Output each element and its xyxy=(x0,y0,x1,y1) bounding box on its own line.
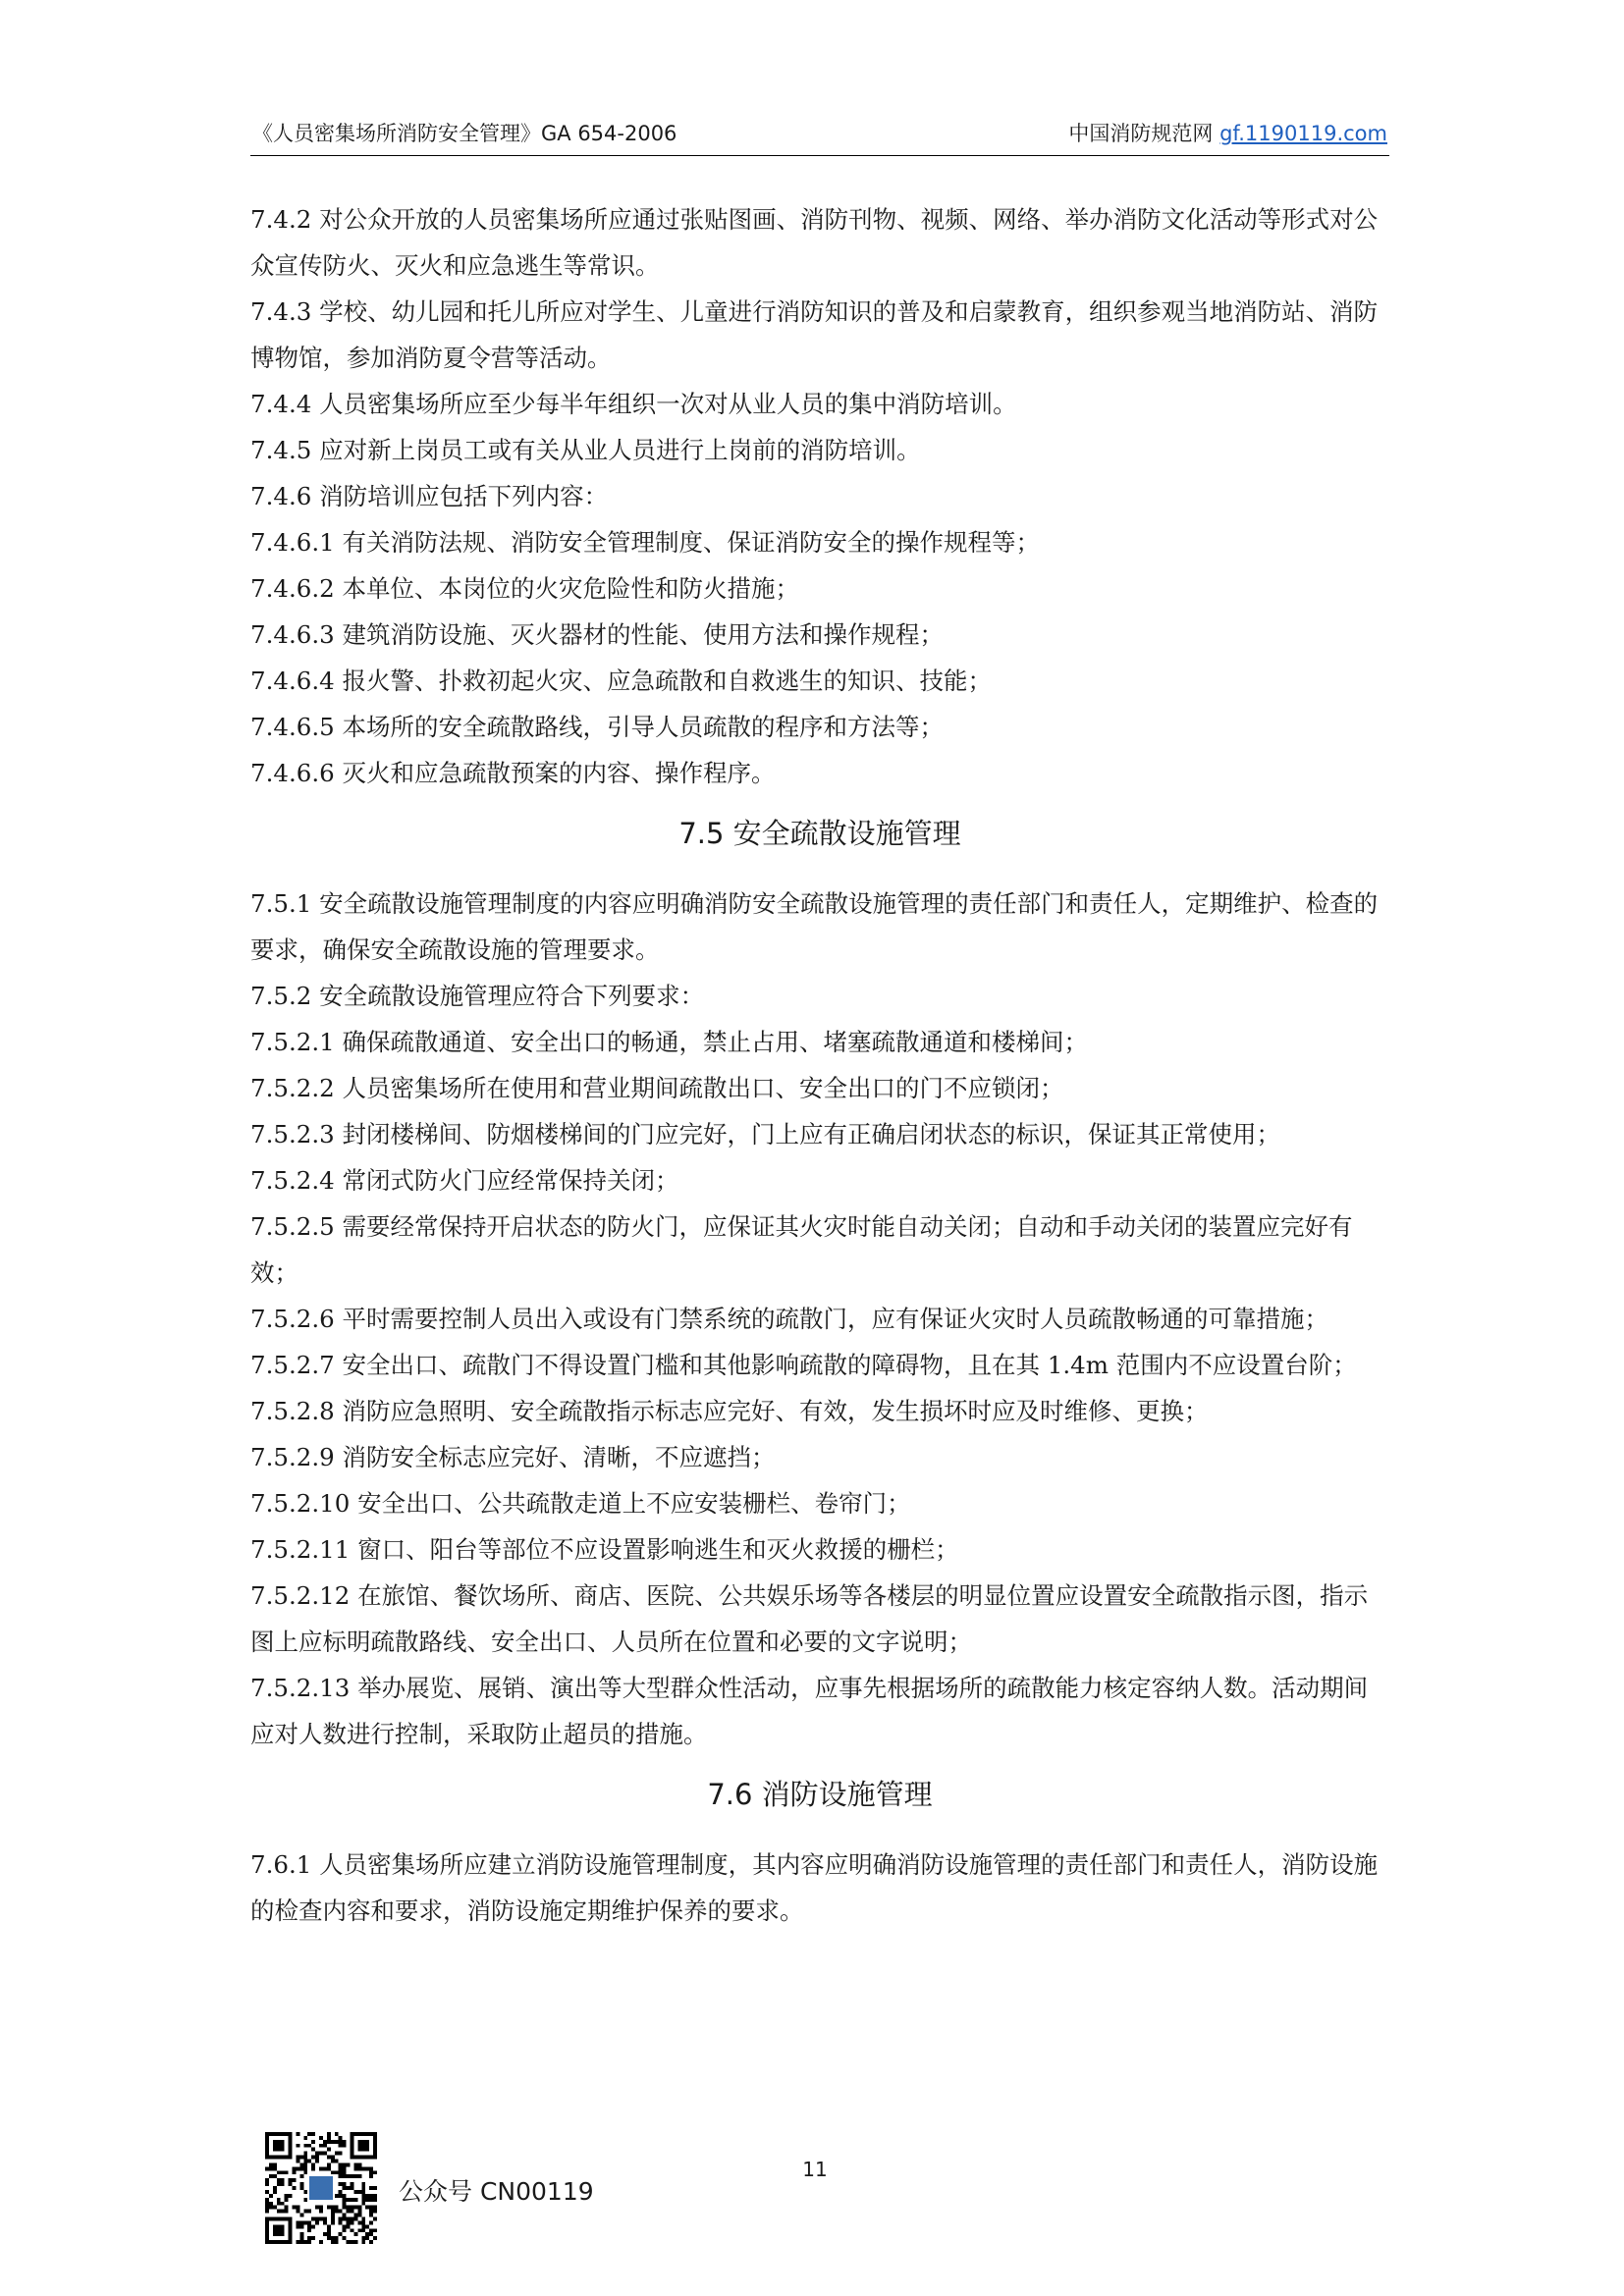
clause-paragraph: 7.4.6.4 报火警、扑救初起火灾、应急疏散和自救逃生的知识、技能； xyxy=(250,667,992,695)
clause-paragraph: 7.5.2.5 需要经常保持开启状态的防火门，应保证其火灾时能自动关闭；自动和手动关闭的装置应完好有效； xyxy=(250,1212,1353,1287)
page-footer xyxy=(0,2110,1624,2258)
clause-paragraph: 7.5.2.13 举办展览、展销、演出等大型群众性活动，应事先根据场所的疏散能力核定容纳人数。活动期间应对人数进行控制，采取防止超员的措施。 xyxy=(250,1674,1369,1748)
clause-paragraph: 7.4.3 学校、幼儿园和托儿所应对学生、儿童进行消防知识的普及和启蒙教育，组织参观当地消防站、消防博物馆，参加消防夏令营等活动。 xyxy=(250,297,1379,372)
clause-paragraph: 7.5.2.9 消防安全标志应完好、清晰，不应遮挡； xyxy=(250,1443,776,1471)
page-number: 11 xyxy=(802,2158,828,2181)
clause-paragraph: 7.6.1 人员密集场所应建立消防设施管理制度，其内容应明确消防设施管理的责任部门和责任人，消防设施的检查内容和要求，消防设施定期维护保养的要求。 xyxy=(250,1850,1379,1925)
qr-code-icon xyxy=(265,2132,377,2244)
section-heading: 7.5 安全疏散设施管理 xyxy=(678,817,961,850)
clause-paragraph: 7.5.2.7 安全出口、疏散门不得设置门槛和其他影响疏散的障碍物，且在其 1.4m 范围内不应设置台阶； xyxy=(250,1351,1357,1379)
site-link[interactable]: gf.1190119.com xyxy=(1219,122,1387,145)
clause-paragraph: 7.5.2.4 常闭式防火门应经常保持关闭； xyxy=(250,1166,679,1195)
clause-paragraph: 7.5.2.12 在旅馆、餐饮场所、商店、医院、公共娱乐场等各楼层的明显位置应设置安全疏散指示图，指示图上应标明疏散路线、安全出口、人员所在位置和必要的文字说明； xyxy=(250,1581,1369,1656)
page-header xyxy=(250,116,1389,156)
clause-paragraph: 7.5.2.1 确保疏散通道、安全出口的畅通，禁止占用、堵塞疏散通道和楼梯间； xyxy=(250,1028,1088,1056)
clause-paragraph: 7.4.4 人员密集场所应至少每半年组织一次对从业人员的集中消防培训。 xyxy=(250,390,1017,418)
clause-paragraph: 7.4.6.1 有关消防法规、消防安全管理制度、保证消防安全的操作规程等； xyxy=(250,528,1040,557)
document-body xyxy=(250,196,1389,1934)
clause-paragraph: 7.4.6 消防培训应包括下列内容： xyxy=(250,482,609,510)
clause-paragraph: 7.4.6.2 本单位、本岗位的火灾危险性和防火措施； xyxy=(250,574,799,603)
clause-paragraph: 7.4.5 应对新上岗员工或有关从业人员进行上岗前的消防培训。 xyxy=(250,436,921,464)
clause-paragraph: 7.4.6.6 灭火和应急疏散预案的内容、操作程序。 xyxy=(250,759,776,787)
clause-paragraph: 7.5.1 安全疏散设施管理制度的内容应明确消防安全疏散设施管理的责任部门和责任人，定期维护、检查的要求，确保安全疏散设施的管理要求。 xyxy=(250,889,1379,964)
clause-paragraph: 7.4.6.5 本场所的安全疏散路线，引导人员疏散的程序和方法等； xyxy=(250,713,944,741)
clause-paragraph: 7.5.2.3 封闭楼梯间、防烟楼梯间的门应完好，门上应有正确启闭状态的标识，保证其正常使用； xyxy=(250,1120,1280,1148)
document-title: 《人员密集场所消防安全管理》GA 654-2006 xyxy=(252,122,677,145)
section-heading: 7.6 消防设施管理 xyxy=(707,1778,933,1811)
clause-paragraph: 7.5.2.2 人员密集场所在使用和营业期间疏散出口、安全出口的门不应锁闭； xyxy=(250,1074,1064,1102)
wechat-account: 公众号 CN00119 xyxy=(399,2177,594,2206)
site-name: 中国消防规范网 xyxy=(1068,122,1214,145)
clause-paragraph: 7.5.2.11 窗口、阳台等部位不应设置影响逃生和灭火救援的栅栏； xyxy=(250,1535,959,1564)
clause-paragraph: 7.4.6.3 建筑消防设施、灭火器材的性能、使用方法和操作规程； xyxy=(250,620,944,649)
site-info xyxy=(1068,118,1387,147)
clause-paragraph: 7.5.2.6 平时需要控制人员出入或设有门禁系统的疏散门，应有保证火灾时人员疏散畅通的可靠措施； xyxy=(250,1305,1328,1333)
clause-paragraph: 7.4.2 对公众开放的人员密集场所应通过张贴图画、消防刊物、视频、网络、举办消防文化活动等形式对公众宣传防火、灭火和应急逃生等常识。 xyxy=(250,205,1379,280)
clause-paragraph: 7.5.2 安全疏散设施管理应符合下列要求： xyxy=(250,982,705,1010)
clause-paragraph: 7.5.2.10 安全出口、公共疏散走道上不应安装栅栏、卷帘门； xyxy=(250,1489,911,1518)
clause-paragraph: 7.5.2.8 消防应急照明、安全疏散指示标志应完好、有效，发生损坏时应及时维修、更换； xyxy=(250,1397,1209,1425)
